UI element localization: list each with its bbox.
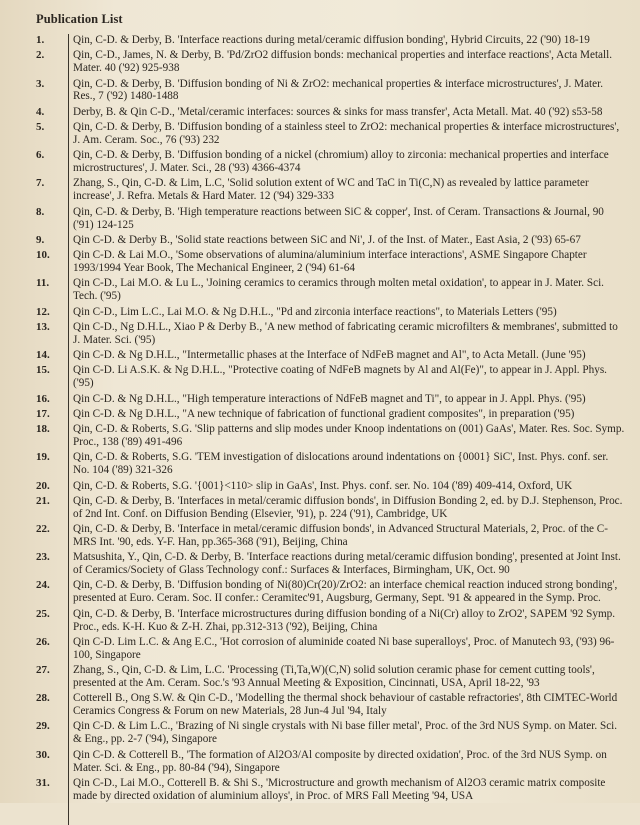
publication-entry xyxy=(36,636,626,664)
publication-entry xyxy=(36,720,626,748)
entry-citation: Qin C-D. & Ng D.H.L., "Intermetallic phases at the Interface of NdFeB magnet and Al", to Acta Metall. (June '95) xyxy=(73,349,586,362)
entry-citation: Qin C-D., Lai M.O., Cotterell B. & Shi S., 'Microstructure and growth mechanism of Al2O3 ceramic matrix composite made by directed oxidation of aluminium alloys', in Proc. of MRS Fall Meeting '94, USA xyxy=(73,776,606,802)
entry-number: 15. xyxy=(36,364,50,377)
publication-entry xyxy=(36,692,626,720)
entry-number: 30. xyxy=(36,748,50,761)
entry-number: 13. xyxy=(36,320,50,333)
entry-citation: Qin, C-D. & Derby, B. 'Interface microstructures during diffusion bonding of a Ni(Cr) alloy to ZrO2', SAPEM '92 Symp. Proc., eds. K-H. Kuo & Z-H. Zhai, pp.312-313 ('92), Beijing, China xyxy=(73,607,616,633)
publication-entry xyxy=(36,249,626,277)
entry-citation: Qin C-D. & Ng D.H.L., "A new technique of fabrication of functional gradient composites", in preparation ('95) xyxy=(73,407,575,420)
publication-entry xyxy=(36,777,626,805)
publication-entry xyxy=(36,306,626,321)
publication-entry xyxy=(36,34,626,49)
entry-number: 9. xyxy=(36,233,45,246)
publication-entry xyxy=(36,206,626,234)
publication-entry xyxy=(36,579,626,607)
publication-entry xyxy=(36,277,626,305)
publication-entry xyxy=(36,393,626,408)
entry-number: 18. xyxy=(36,423,50,436)
entry-number: 6. xyxy=(36,149,45,162)
entry-citation: Qin C-D. & Derby B., 'Solid state reactions between SiC and Ni', J. of the Inst. of Mater., East Asia, 2 ('93) 65-67 xyxy=(73,233,581,246)
entry-citation: Qin, C-D. & Derby, B. 'Diffusion bonding of Ni(80)Cr(20)/ZrO2: an interface chemical reaction induced strong bonding', presented at Euro. Ceram. Soc. II confer.: Ceramitec'91, Augsburg, Germany, Sept. '91 & appeared in the Symp. Proc. xyxy=(73,579,618,605)
publication-entry xyxy=(36,451,626,479)
entry-citation: Derby, B. & Qin C-D., 'Metal/ceramic interfaces: sources & sinks for mass transfer', Acta Metall. Mat. 40 ('92) s53-58 xyxy=(73,105,603,118)
publication-entry xyxy=(36,423,626,451)
entry-number: 21. xyxy=(36,494,50,507)
publication-entry xyxy=(36,495,626,523)
publication-entry xyxy=(36,523,626,551)
entry-number: 5. xyxy=(36,121,45,133)
entry-citation: Qin, C-D. & Roberts, S.G. '{001}<110> slip in GaAs', Inst. Phys. conf. ser. No. 104 ('89) 409-414, Oxford, UK xyxy=(73,479,573,492)
entry-citation: Cotterell B., Ong S.W. & Qin C-D., 'Modelling the thermal shock behaviour of castable refractories', 8th CIMTEC-World Ceramics Congress & Forum on new Materials, 28 Jun-4 Jul '94, Italy xyxy=(73,692,618,718)
entry-number: 22. xyxy=(36,523,50,536)
publication-entry xyxy=(36,608,626,636)
publication-entry xyxy=(36,106,626,121)
entry-citation: Qin, C-D. & Derby, B. 'Diffusion bonding of a nickel (chromium) alloy to zirconia: mechanical properties and interface microstructures', J. Mater. Sci., 28 ('93) 4366-4374 xyxy=(73,149,609,175)
entry-number: 27. xyxy=(36,664,50,677)
entry-citation: Qin C-D. & Cotterell B., 'The formation of Al2O3/Al composite by directed oxidation', Proc. of the 3rd NUS Symp. on Mater. Sci. & Eng., pp. 80-84 ('94), Singapore xyxy=(73,748,607,774)
publication-entry xyxy=(36,78,626,106)
entry-number: 16. xyxy=(36,392,50,405)
entry-number: 31. xyxy=(36,776,50,789)
entry-citation: Qin, C-D. & Roberts, S.G. 'Slip patterns and slip modes under Knoop indentations on (001) GaAs', Mater. Res. Soc. Symp. Proc., 138 ('89) 491-496 xyxy=(73,423,625,449)
entry-citation: Qin, C-D. & Derby, B. 'Interface reactions during metal/ceramic diffusion bonding', Hybrid Circuits, 22 ('90) 18-19 xyxy=(73,34,590,46)
page-title: Publication List xyxy=(36,12,123,26)
publication-entry xyxy=(36,49,626,77)
entry-number: 3. xyxy=(36,77,45,90)
publication-entry xyxy=(36,234,626,249)
entry-number: 4. xyxy=(36,105,45,118)
publication-entry xyxy=(36,551,626,579)
entry-citation: Qin, C-D. & Derby, B. 'Interface in metal/ceramic diffusion bonds', in Advanced Structural Materials, 2, Proc. of the C-MRS Int. '90, eds. Y-F. Han, pp.365-368 ('91), Beijing, China xyxy=(73,523,608,548)
entry-citation: Qin C-D. Lim L.C. & Ang E.C., 'Hot corrosion of aluminide coated Ni base superalloys', Proc. of Manutech 93, ('93) 96-100, Singapore xyxy=(73,635,615,661)
entry-number: 29. xyxy=(36,720,50,733)
entry-number: 8. xyxy=(36,205,45,218)
entry-number: 23. xyxy=(36,551,50,564)
publication-list xyxy=(36,34,626,805)
entry-number: 7. xyxy=(36,177,45,190)
entry-number: 24. xyxy=(36,579,50,592)
publication-entry xyxy=(36,664,626,692)
entry-citation: Qin C-D. & Lim L.C., 'Brazing of Ni single crystals with Ni base filler metal', Proc. of the 3rd NUS Symp. on Mater. Sci. & Eng., pp. 2-7 ('94), Singapore xyxy=(73,720,618,746)
publication-entry xyxy=(36,321,626,349)
entry-number: 10. xyxy=(36,249,50,262)
entry-number: 19. xyxy=(36,451,50,464)
entry-citation: Qin C-D., Ng D.H.L., Xiao P & Derby B., 'A new method of fabricating ceramic microfilters & membranes', submitted to J. Mater. Sci. ('95) xyxy=(73,320,618,346)
entry-number: 26. xyxy=(36,635,50,648)
entry-number: 12. xyxy=(36,305,50,318)
entry-citation: Qin, C-D., James, N. & Derby, B. 'Pd/ZrO2 diffusion bonds: mechanical properties and interface reactions', Acta Metall. Mater. 40 ('92) 925-938 xyxy=(73,49,613,75)
publication-entry xyxy=(36,349,626,364)
entry-citation: Qin C-D. & Lai M.O., 'Some observations of alumina/aluminium interface interactions', ASME Singapore Chapter 1993/1994 Year Book, The Mechanical Engineer, 2 ('94) 61-64 xyxy=(73,249,587,275)
entry-number: 1. xyxy=(36,34,45,46)
entry-number: 20. xyxy=(36,479,50,492)
entry-citation: Zhang, S., Qin, C-D. & Lim, L.C. 'Processing (Ti,Ta,W)(C,N) solid solution ceramic phase for cement cutting tools', presented at the Am. Ceram. Soc.'s '93 Annual Meeting & Exposition, Cincinnati, USA, April 18-22, '93 xyxy=(73,664,595,689)
entry-number: 14. xyxy=(36,349,50,362)
publication-entry xyxy=(36,408,626,423)
entry-citation: Qin, C-D. & Derby, B. 'Diffusion bonding of Ni & ZrO2: mechanical properties & interface microstructures', J. Mater. Res., 7 ('92) 1480-1488 xyxy=(73,77,604,103)
entry-number: 28. xyxy=(36,692,50,705)
entry-citation: Qin C-D. Li A.S.K. & Ng D.H.L., "Protective coating of NdFeB magnets by Al and Al(Fe)", to appear in J. Appl. Phys. ('95) xyxy=(73,364,607,390)
entry-number: 2. xyxy=(36,49,45,62)
entry-citation: Matsushita, Y., Qin, C-D. & Derby, B. 'Interface reactions during metal/ceramic diffusion bonding', presented at Joint Inst. of Ceramics/Society of Glass Technology conf.: Surfaces & Interfaces, Birmingham, UK, Oct. 90 xyxy=(73,551,621,577)
publication-entry xyxy=(36,121,626,149)
entry-citation: Qin C-D., Lai M.O. & Lu L., 'Joining ceramics to ceramics through molten metal oxidation', to appear in J. Mater. Sci. Tech. ('95) xyxy=(73,277,604,303)
publication-entry xyxy=(36,364,626,392)
entry-citation: Qin C-D. & Ng D.H.L., "High temperature interactions of NdFeB magnet and Ti", to appear in J. Appl. Phys. ('95) xyxy=(73,392,586,405)
publication-entry xyxy=(36,149,626,177)
entry-citation: Qin C-D., Lim L.C., Lai M.O. & Ng D.H.L., "Pd and zirconia interface reactions", to Materials Letters ('95) xyxy=(73,305,557,318)
entry-citation: Qin, C-D. & Derby, B. 'High temperature reactions between SiC & copper', Inst. of Ceram. Transactions & Journal, 90 ('91) 124-125 xyxy=(73,205,604,231)
entry-citation: Qin, C-D. & Roberts, S.G. 'TEM investigation of dislocations around indentations on {0001} SiC', Inst. Phys. conf. ser. No. 104 ('89) 321-326 xyxy=(73,451,609,477)
entry-number: 17. xyxy=(36,407,50,420)
entry-citation: Qin, C-D. & Derby, B. 'Diffusion bonding of a stainless steel to ZrO2: mechanical properties & interface microstructures', J. Am. Ceram. Soc., 76 ('93) 232 xyxy=(73,121,620,146)
publication-entry xyxy=(36,480,626,495)
entry-number: 11. xyxy=(36,277,50,290)
publication-entry xyxy=(36,749,626,777)
entry-citation: Qin, C-D. & Derby, B. 'Interfaces in metal/ceramic diffusion bonds', in Diffusion Bonding 2, ed. by D.J. Stephenson, Proc. of 2nd Int. Conf. on Diffusion Bending (Elsevier, '91), p. 224 ('91), Cambridge, UK xyxy=(73,494,623,520)
entry-number: 25. xyxy=(36,607,50,620)
entry-citation: Zhang, S., Qin, C-D. & Lim, L.C, 'Solid solution extent of WC and TaC in Ti(C,N) as revealed by lattice parameter increase', J. Refra. Metals & Hard Mater. 12 ('94) 329-333 xyxy=(73,177,589,203)
publication-entry xyxy=(36,177,626,205)
